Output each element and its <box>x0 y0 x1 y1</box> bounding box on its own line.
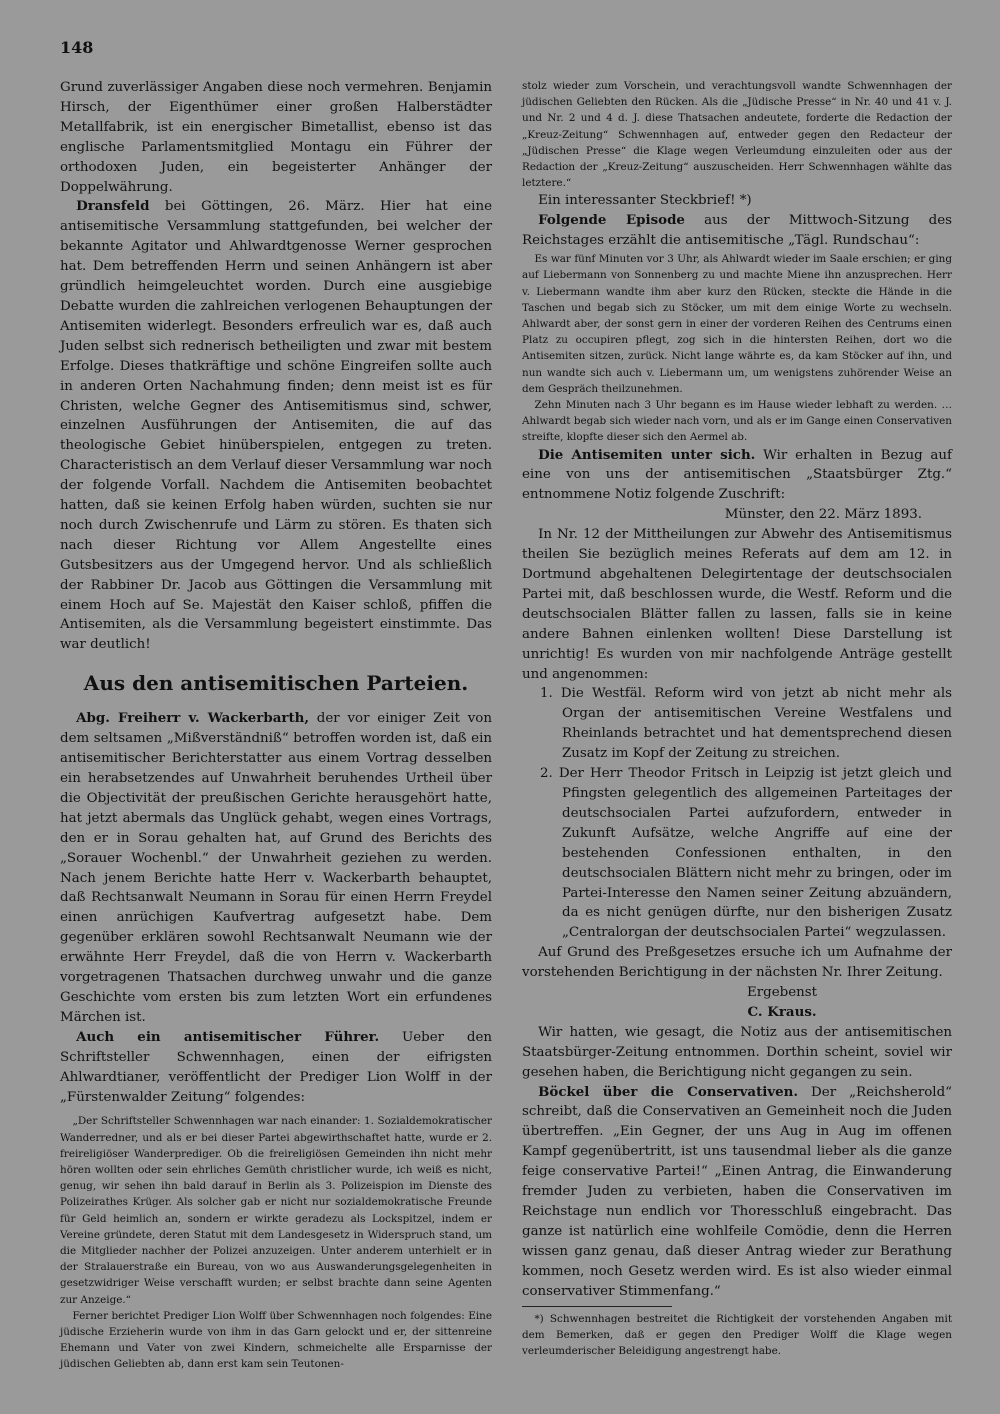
dransfeld-text: bei Göttingen, 26. März. Hier hat eine antisemitische Versammlung stattgefunden, bei welcher der bekannte Agitator und Ahlwardtgenosse Werner gesprochen hat. Dem betreffenden Herrn und seinen Anhängern ist aber gründlich heimgeleuchtet worden. Durch eine ausgiebige Debatte wurden die zahlreichen verlogenen Behauptungen der Antisemiten widerlegt. Besonders erfreulich war es, daß auch Juden selbst sich rednerisch betheiligten und zwar mit bestem Erfolge. Dieses thatkräftige und schöne Eingreifen sollte auch in anderen Orten Nachahmung finden; denn meist ist es für Christen, welche Gegner des Antisemitismus sind, schwer, einzelnen Ausführungen der Antisemiten, die auf das theologische Gebiet hinüberspielen, entgegen zu treten. Characteristisch an dem Verlauf dieser Versammlung war noch der folgende Vorfall. Nachdem die Antisemiten beobachtet hatten, daß sie keinen Erfolg haben würden, suchten sie nur noch durch Zwischenrufe und Lärm zu stören. Es thaten sich nach dieser Richtung vor Allem Angestellte eines Gutsbesitzers aus der Umgegend hervor. Und als schließlich der Rabbiner Dr. Jacob aus Göttingen die Versammlung mit einem Hoch auf Se. Majestät den Kaiser schloß, pfiffen die Antisemiten, als die Versammlung begeistert einstimmte. Das war deutlich! <box>60 199 492 653</box>
episode-quote-1: Es war fünf Minuten vor 3 Uhr, als Ahlwardt wieder im Saale erschien; er ging auf Liebermann von Sonnenberg zu und machte Miene ihn anzusprechen. Herr v. Liebermann wandte ihm aber kurz den Rücken, steckte die Hände in die Taschen und begab sich zu Stöcker, um mit dem einige Worte zu wechseln. Ahlwardt aber, der sonst gern in einer der vorderen Reihen des Centrums einen Platz zu occupiren pflegt, zog sich in die hintersten Reihen, dort wo die Antisemiten sitzen, zurück. Nicht lange währte es, da kam Stöcker auf ihn, und nun wandte sich auch v. Liebermann um, um wenigstens zuhörender Weise an dem Gespräch theilzunehmen. <box>522 253 952 395</box>
paragraph-editor-note: Wir hatten, wie gesagt, die Notiz aus der antisemitischen Staatsbürger-Zeitung entnommen. Dorthin scheint, soviel wir gesehen haben, die Berichtigung nicht gegangen zu sein. <box>522 1024 952 1080</box>
paragraph-teutonenstolz: stolz wieder zum Vorschein, und verachtungsvoll wandte Schwennhagen der jüdischen Geliebten den Rücken. Als die „Jüdische Presse“ in Nr. 40 und 41 v. J. und Nr. 2 und 4 d. J. diese Thatsachen andeutete, forderte die Redaction der „Kreuz-Zeitung“ Schwennhagen auf, entweder gegen den Redacteur der „Jüdischen Presse“ die Klage wegen Verleumdung einzuleiten oder aus der Redaction der „Kreuz-Zeitung“ auszuscheiden. Herr Schwennhagen wählte das letztere.“ <box>522 80 952 190</box>
paragraph-benjamin-hirsch: Grund zuverlässiger Angaben diese noch vermehren. Benjamin Hirsch, der Eigenthümer einer großen Halberstädter Metallfabrik, ist ein energischer Bimetallist, ebenso ist das englische Parlamentsmitglied Montagu ein Führer der orthodoxen Juden, ein begeisterter Anhänger der Doppelwährung. <box>60 80 492 195</box>
letter-paragraph-2: Auf Grund des Preßgesetzes ersuche ich um Aufnahme der vorstehenden Berichtigung in der nächsten Nr. Ihrer Zeitung. <box>522 945 952 981</box>
antisemites-text: Wir erhalten in Bezug auf eine von uns der antisemitischen „Staatsbürger Ztg.“ entnommene Notiz folgende Zuschrift: <box>522 447 952 503</box>
paragraph-episode <box>522 211 952 251</box>
footnote-divider <box>522 1306 672 1307</box>
antisemitic-leader-lead: Auch ein antisemitischer Führer. <box>76 1028 380 1045</box>
episode-quote-2: Zehn Minuten nach 3 Uhr begann es im Hause wieder lebhaft zu werden. … Ahlwardt begab sich wieder nach vorn, und als er im Gange einen Conservativen streifte, klopfte dieser sich den Aermel ab. <box>522 398 952 444</box>
paragraph-dransfeld <box>60 197 492 655</box>
antisemites-lead: Die Antisemiten unter sich. <box>538 446 756 463</box>
boeckel-lead: Böckel über die Conservativen. <box>538 1083 799 1100</box>
episode-lead: Folgende Episode <box>538 212 685 229</box>
steckbrief-line: Ein interessanter Steckbrief! *) <box>538 193 752 209</box>
paragraph-lion-wolff: Ferner berichtet Prediger Lion Wolff über Schwennhagen noch folgendes: Eine jüdische Erzieherin wurde von ihm in das Garn gelockt und er, der sittenreine Ehemann und Vater von zwei Kindern, schmeichelte alle Ersparnisse der jüdischen Geliebten ab, dann erst kam sein Teutonen- <box>60 1309 492 1371</box>
letter-paragraph-1: In Nr. 12 der Mittheilungen zur Abwehr des Antisemitismus theilen Sie bezüglich meines Referats auf dem am 12. in Dortmund abgehaltenen Delegirtentage der deutschsocialen Partei mit, daß beschlossen wurde, die Westf. Reform und die deutschsocialen Blätter fallen zu lassen, falls sie in keine andere Bahnen einlenken wollten! Diese Darstellung ist unrichtig! Es wurden von mir nachfolgende Anträge gestellt und angenommen: <box>522 527 952 682</box>
letter-date: Münster, den 22. März 1893. <box>724 507 922 523</box>
section-heading: Aus den antisemitischen Parteien. <box>83 671 469 696</box>
letter-item-1: 1. Die Westfäl. Reform wird von jetzt ab nicht mehr als Organ der antisemitischen Vereine Westfalens und Rheinlands betrachtet und hat dementsprechend diesen Zusatz im Kopf der Zeitung zu streichen. <box>540 686 952 762</box>
letter-item-2: 2. Der Herr Theodor Fritsch in Leipzig ist jetzt gleich und Pfingsten gelegentlich des allgemeinen Parteitages der deutschsocialen Partei aufzufordern, entweder in Zukunft Aufsätze, welche Angriffe auf eine der bestehenden Confessionen enthalten, in den deutschsocialen Blättern nicht mehr zu bringen, oder im Partei-Interesse den Namen seiner Zeitung abzuändern, da es nicht genügen dürfte, nur den bisherigen Zusatz „Centralorgan der deutschsocialen Partei“ wegzulassen. <box>540 766 952 941</box>
episode-text: aus der Mittwoch-Sitzung des Reichstages erzählt die antisemitische „Tägl. Rundschau“: <box>522 213 952 249</box>
left-column <box>60 78 492 1373</box>
page-number: 148 <box>60 38 94 57</box>
paragraph-antisemitic-leader <box>60 1028 492 1108</box>
boeckel-text: Der „Reichsherold“ schreibt, daß die Conservativen an Gemeinheit noch die Juden übertreffen. „Ein Gegner, der uns Aug in Aug im offenen Kampf gegenübertritt, ist uns tausendmal lieber als die ganze feige conservative Partei!“ „Einen Antrag, die Einwanderung fremder Juden zu verbieten, haben die Conservativen im Reichstage nun endlich vor Thoresschluß eingebracht. Das ganze ist natürlich eine wohlfeile Comödie, denn die Herren wissen ganz genau, daß dieser Antrag wieder zur Berathung kommen, noch Gesetz werden wird. Es ist also wieder einmal conservativer Stimmenfang.“ <box>522 1084 953 1299</box>
right-column <box>522 78 952 1359</box>
wackerbarth-lead: Abg. Freiherr v. Wackerbarth, <box>76 710 310 727</box>
footnote: *) Schwennhagen bestreitet die Richtigkeit der vorstehenden Angaben mit dem Bemerken, daß er gegen den Prediger Wolff die Klage wegen verleumderischer Beleidigung angestrengt habe. <box>522 1312 952 1357</box>
paragraph-boeckel <box>522 1083 952 1302</box>
paragraph-wackerbarth <box>60 709 492 1028</box>
wackerbarth-text: der vor einiger Zeit von dem seltsamen „Mißverständniß“ betroffen worden ist, daß ein antisemitischer Berichterstatter aus einem Vortrag desselben ein herabsetzendes auf Unwahrheit beruhendes Urtheil über die Objectivität der preußischen Gerichte herausgehört hatte, hat jetzt abermals das Unglück gehabt, wegen eines Vortrags, den er in Sorau gehalten hat, auf Grund des Berichts des „Sorauer Wochenbl.“ der Unwahrheit geziehen zu werden. Nach jenem Berichte hatte Herr v. Wackerbarth behauptet, daß Rechtsanwalt Neumann in Sorau für einen Herrn Freydel einen anrüchigen Kaufvertrag aufgesetzt habe. Dem gegenüber erklären sowohl Rechtsanwalt Neumann wie der erwähnte Herr Freydel, daß die von Herrn v. Wackerbarth vorgetragenen Thatsachen durchweg unwahr und die ganze Geschichte vom ersten bis zum letzten Wort ein erfundenes Märchen ist. <box>60 711 492 1025</box>
dransfeld-lead: Dransfeld <box>76 198 150 215</box>
letter-signature: C. Kraus. <box>747 1003 817 1020</box>
letter-signoff: Ergebenst <box>746 985 818 1001</box>
antisemitic-leader-text: Ueber den Schriftsteller Schwennhagen, einen der eifrigsten Ahlwardtianer, veröffentlicht der Prediger Lion Wolff in der „Fürstenwalder Zeitung“ folgendes: <box>60 1029 492 1105</box>
schwennhagen-quote: „Der Schriftsteller Schwennhagen war nach einander: 1. Sozialdemokratischer Wanderredner, und als er bei dieser Partei abgewirthschaftet hatte, wurde er 2. freireligiöser Wanderprediger. Ob die freireligiösen Gemeinden ihn nicht mehr hören wollten oder sein ehrliches Gemüth christlicher wurde, ich weiß es nicht, genug, wir sehen ihn bald darauf in Berlin als 3. Polizeispion im Dienste des Polizeirathes Krüger. Als solcher gab er nicht nur sozialdemokratische Freunde für Geld heimlich an, sondern er wirkte geradezu als Lockspitzel, indem er Vereine gründete, deren Statut mit dem Landesgesetz in Widerspruch stand, um die Mitglieder nachher der Polizei anzuzeigen. Unter anderem unterhielt er in der Stralauerstraße ein Bureau, von wo aus Auswanderungsgelegenheiten in gesetzwidriger Weise verschafft wurden; er selbst brachte dann seine Agenten zur Anzeige.“ <box>60 1115 492 1306</box>
paragraph-antisemites-among-themselves <box>522 446 952 506</box>
